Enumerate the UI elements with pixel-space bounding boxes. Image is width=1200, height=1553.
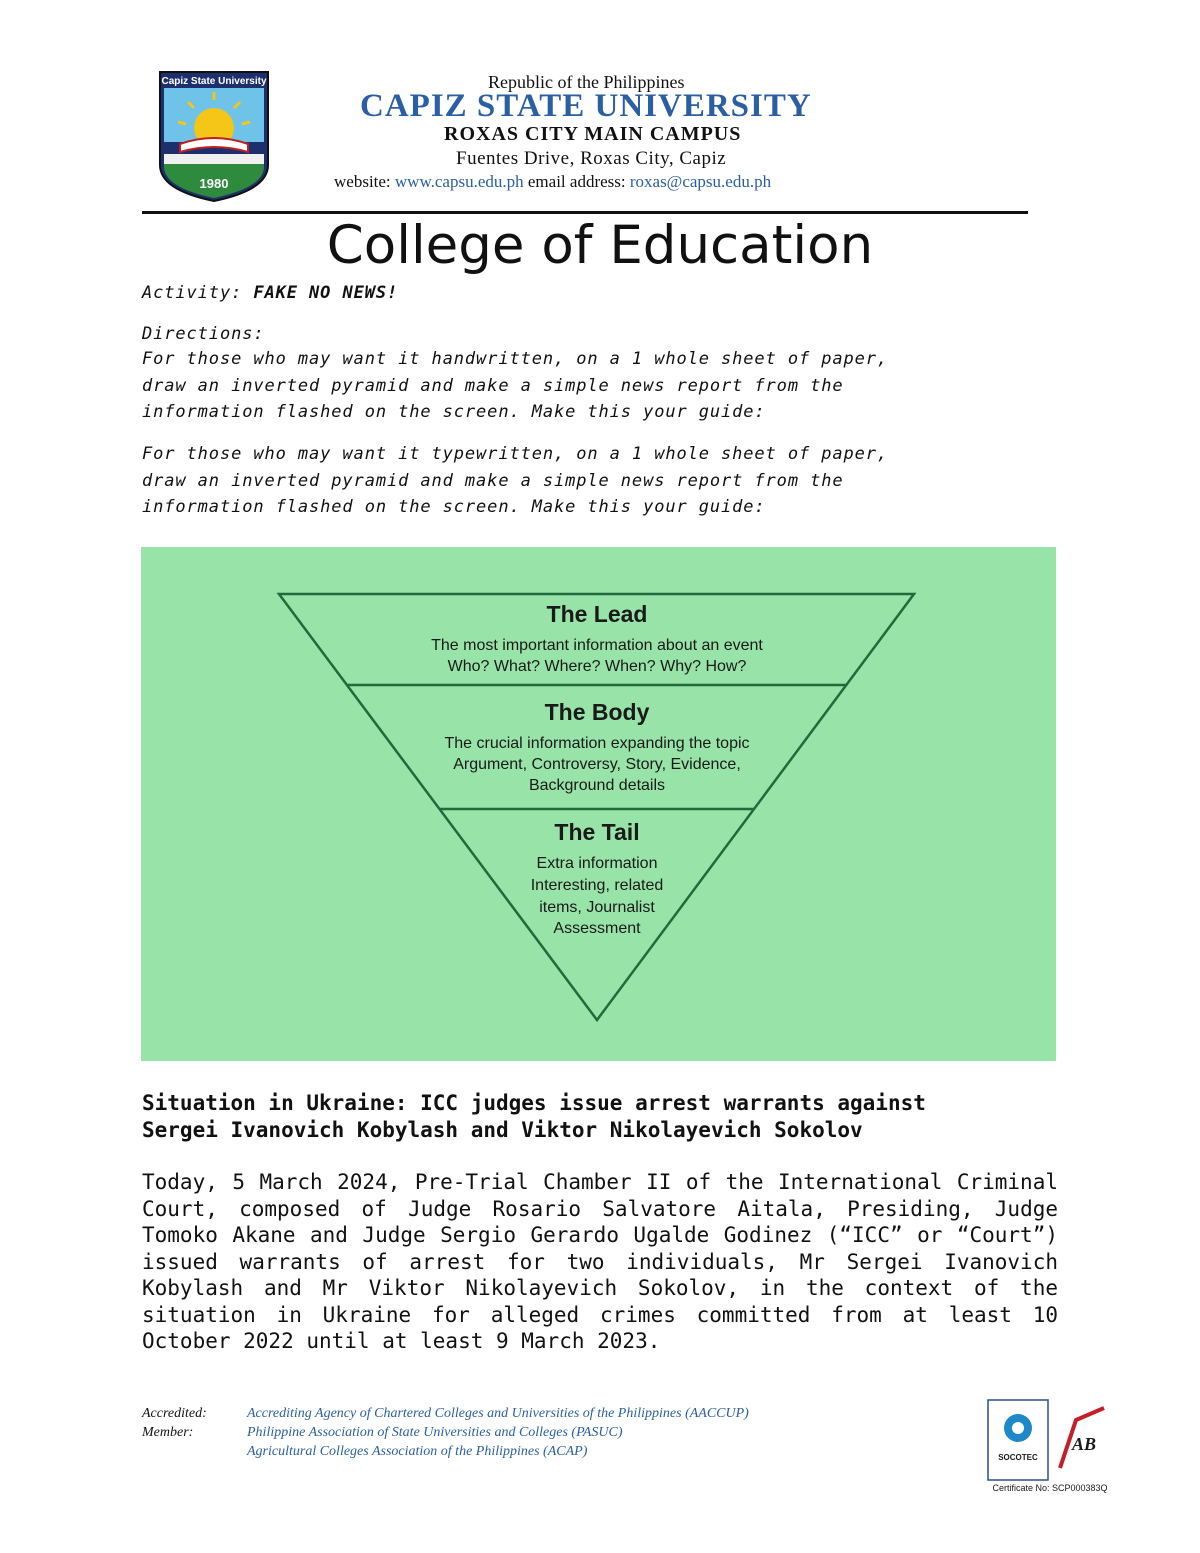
body-title: The Body xyxy=(544,699,650,725)
certificate-number: Certificate No: SCP000383Q xyxy=(992,1483,1108,1493)
activity-title: FAKE NO NEWS! xyxy=(253,283,399,303)
affiliation-item: Accrediting Agency of Chartered Colleges and Universities of the Philippines (AACCUP) xyxy=(247,1406,749,1421)
article-body: Today, 5 March 2024, Pre-Trial Chamber II of the International Criminal Court, composed of Judge Rosario Salvatore Aitala, Presiding, Judge Tomoko Akane and Judge Sergio Gerardo Ugalde Godinez (“ICC” or “Court”) issued warrants of arrest for two individuals, Mr Sergei Ivanovich Kobylash and Mr Viktor Nikolayevich Sokolov, in the context of the situation in Ukraine for alleged crimes committed from at least 10 October 2022 until at least 9 March 2023. xyxy=(142,1170,1058,1353)
inverted-pyramid-diagram xyxy=(141,547,1056,1061)
inverted-pyramid-figure xyxy=(141,547,1056,1061)
accredited-label: Accredited: xyxy=(142,1406,207,1421)
certification-badges xyxy=(986,1398,1114,1494)
tail-line: Interesting, related xyxy=(530,877,664,894)
tail-line: Extra information xyxy=(536,855,658,872)
logo-year: 1980 xyxy=(199,176,229,191)
directions-line: information flashed on the screen. Make this your guide: xyxy=(142,497,766,517)
affiliation-item: Philippine Association of State Universities and Colleges (PASUC) xyxy=(247,1425,623,1440)
campus-name: ROXAS CITY MAIN CAMPUS xyxy=(444,123,742,145)
campus-address: Fuentes Drive, Roxas City, Capiz xyxy=(456,148,727,169)
directions-line: For those who may want it handwritten, on a 1 whole sheet of paper, xyxy=(142,349,889,369)
email-label: email address: xyxy=(527,172,626,191)
directions-line: draw an inverted pyramid and make a simple news report from the xyxy=(142,470,844,491)
body-line: Argument, Controversy, Story, Evidence, xyxy=(453,756,741,773)
directions-line: information flashed on the screen. Make this your guide: xyxy=(142,402,766,422)
article-title-line: Sergei Ivanovich Kobylash and Viktor Nikolayevich Sokolov xyxy=(142,1118,863,1142)
website-link[interactable]: www.capsu.edu.ph xyxy=(394,172,524,191)
ab-label: AB xyxy=(1071,1434,1097,1454)
article-title xyxy=(142,1090,926,1144)
republic-line: Republic of the Philippines xyxy=(488,72,685,92)
directions-line: For those who may want it typewritten, on a 1 whole sheet of paper, xyxy=(142,444,889,464)
tail-line: items, Journalist xyxy=(539,899,655,916)
header-divider xyxy=(142,211,1028,214)
member-label: Member: xyxy=(142,1425,194,1440)
contact-line xyxy=(334,172,771,192)
footer-affiliations xyxy=(247,1404,749,1461)
tail-line: Assessment xyxy=(553,920,641,937)
lead-line: The most important information about an event xyxy=(431,637,763,654)
directions-typewritten xyxy=(142,441,1042,521)
college-title: College of Education xyxy=(326,215,874,276)
directions-line: draw an inverted pyramid and make a simple news report from the xyxy=(142,375,844,396)
lead-title: The Lead xyxy=(546,601,648,627)
tail-title: The Tail xyxy=(554,819,640,845)
email-link[interactable]: roxas@capsu.edu.ph xyxy=(629,172,772,191)
affiliation-item: Agricultural Colleges Association of the Philippines (ACAP) xyxy=(247,1444,588,1459)
lead-line: Who? What? Where? When? Why? How? xyxy=(447,658,747,675)
university-logo xyxy=(158,70,270,203)
directions-handwritten xyxy=(142,346,1042,426)
activity-label: Activity: xyxy=(142,283,243,303)
footer-labels xyxy=(142,1404,207,1442)
website-label: website: xyxy=(334,172,391,191)
socotec-label: SOCOTEC xyxy=(998,1453,1038,1462)
directions-label: Directions: xyxy=(142,324,265,344)
article-title-line: Situation in Ukraine: ICC judges issue arrest warrants against xyxy=(142,1091,926,1115)
activity-line xyxy=(142,280,398,307)
body-line: The crucial information expanding the topic xyxy=(444,735,750,752)
logo-text: Capiz State University xyxy=(161,76,267,87)
university-name: CAPIZ STATE UNIVERSITY xyxy=(360,88,812,124)
body-line: Background details xyxy=(528,777,666,794)
